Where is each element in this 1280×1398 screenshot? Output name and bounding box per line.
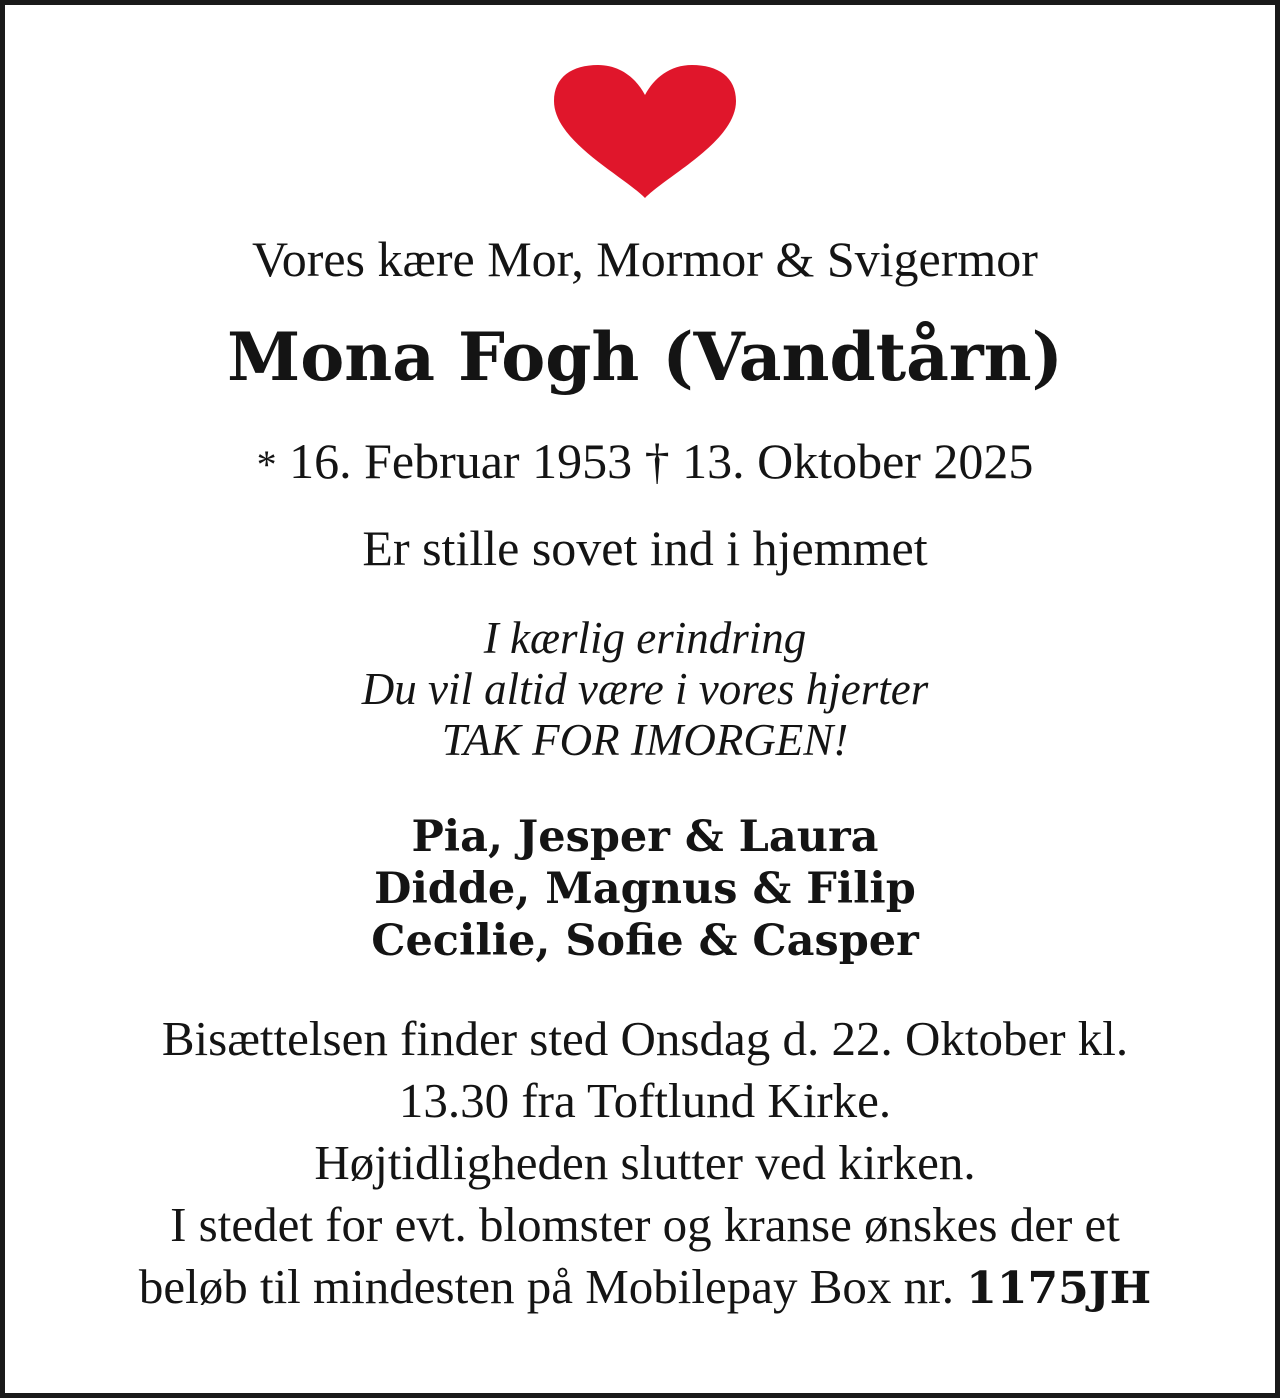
funeral-line: Bisættelsen finder sted Onsdag d. 22. Oktober kl. — [161, 1011, 1129, 1066]
passed-note: Er stille sovet ind i hjemmet — [362, 520, 928, 576]
funeral-line: Højtidligheden slutter ved kirken. — [314, 1135, 976, 1190]
funeral-line: 13.30 fra Toftlund Kirke. — [398, 1073, 892, 1128]
funeral-line: I stedet for evt. blomster og kranse ønskes der et — [170, 1197, 1120, 1252]
heart-icon — [552, 63, 738, 199]
funeral-line — [5, 1256, 1280, 1320]
death-date: 13. Oktober 2025 — [682, 433, 1034, 489]
family-signatures — [5, 811, 1280, 967]
mobilepay-box-number: 1175JH — [966, 1263, 1152, 1314]
verse-line: TAK FOR IMORGEN! — [441, 715, 849, 765]
family-line: Cecilie, Sofie & Casper — [371, 916, 919, 966]
funeral-info — [5, 1008, 1280, 1320]
deceased-name: Mona Fogh (Vandtårn) — [227, 318, 1063, 396]
memorial-verse — [5, 613, 1280, 766]
heart-shape — [554, 65, 736, 198]
life-dates — [5, 429, 1280, 497]
verse-line: I kærlig erindring — [483, 613, 807, 663]
birth-symbol: * — [256, 442, 277, 487]
family-line: Pia, Jesper & Laura — [411, 812, 879, 862]
intro-line: Vores kære Mor, Mormor & Svigermor — [252, 231, 1038, 287]
birth-date: 16. Februar 1953 — [289, 433, 633, 489]
family-line: Didde, Magnus & Filip — [374, 864, 916, 914]
verse-line: Du vil altid være i vores hjerter — [361, 664, 929, 714]
donation-text: beløb til mindesten på Mobilepay Box nr. — [138, 1259, 967, 1314]
death-symbol: † — [644, 433, 670, 489]
